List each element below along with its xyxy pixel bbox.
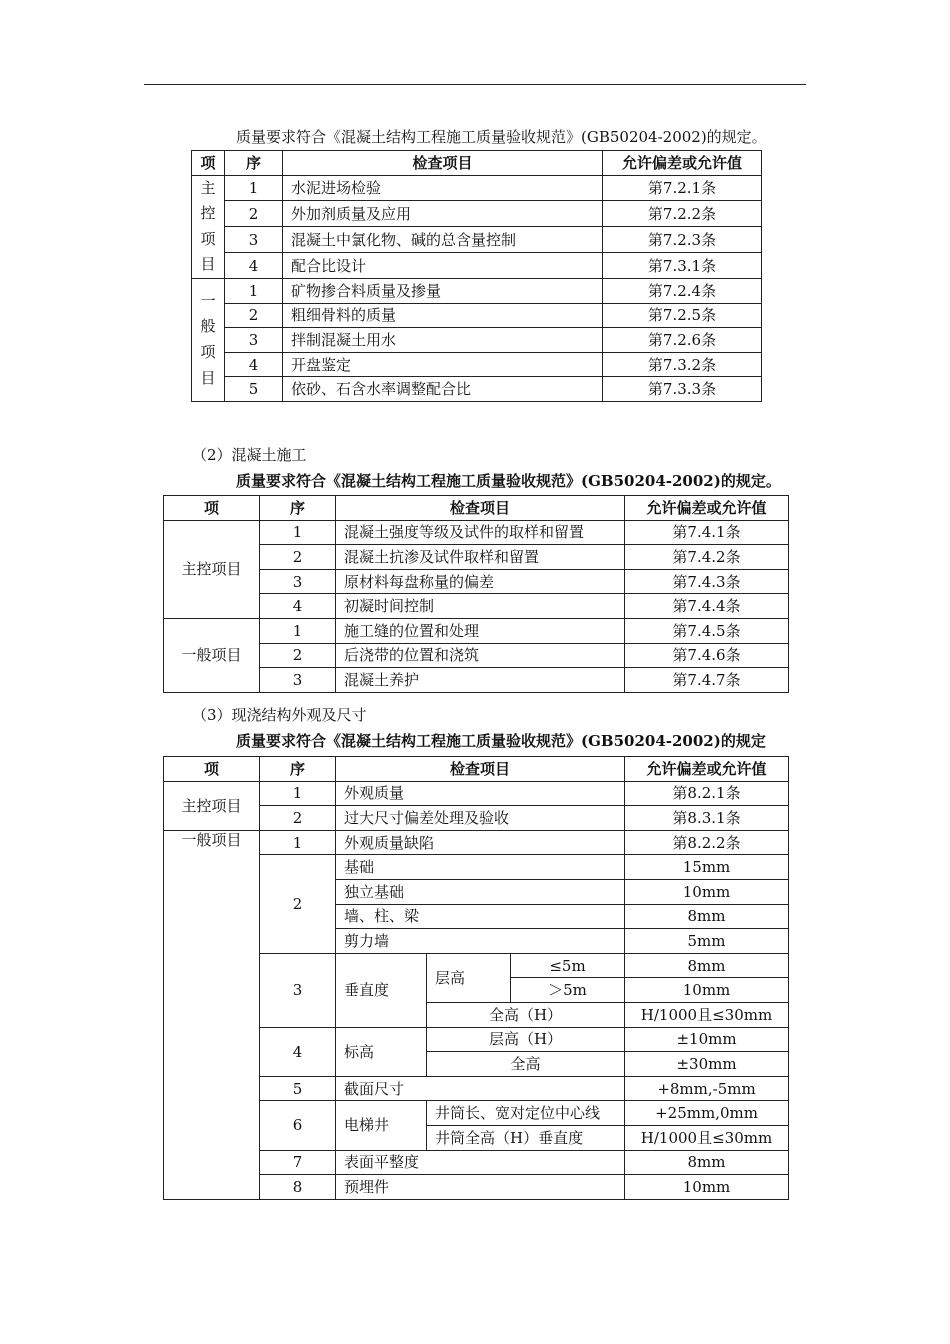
row-seq: 4 (260, 1027, 336, 1076)
row-item: 过大尺寸偏差处理及验收 (336, 806, 625, 831)
col-header-item: 检查项目 (336, 496, 625, 521)
row-value: 第8.2.2条 (625, 830, 789, 855)
section-heading-3: （3）现浇结构外观及尺寸 (192, 706, 367, 724)
table-header-row (164, 757, 789, 782)
row-value: 第7.4.5条 (625, 618, 789, 643)
table-row (164, 781, 789, 806)
table-header-row (164, 496, 789, 521)
row-value: 8mm (625, 1150, 789, 1175)
row-seq: 6 (260, 1101, 336, 1150)
row-value: 第7.4.2条 (625, 545, 789, 570)
row-value: 第7.4.3条 (625, 569, 789, 594)
table-row (164, 830, 789, 855)
col-header-category: 项 (192, 151, 225, 176)
row-value: 第7.2.2条 (603, 201, 762, 227)
row-value: 8mm (625, 953, 789, 978)
row-seq: 5 (260, 1076, 336, 1101)
table-row (192, 328, 762, 353)
row-item: 混凝土养护 (336, 668, 625, 693)
row-seq: 7 (260, 1150, 336, 1175)
row-value: 第8.2.1条 (625, 781, 789, 806)
row-item: 标高 (336, 1027, 427, 1076)
row-seq: 2 (225, 201, 283, 227)
row-value: H/1000且≤30mm (625, 1125, 789, 1150)
table-cast-in-place (163, 756, 789, 1200)
row-value: 第7.3.1条 (603, 253, 762, 279)
row-seq: 3 (260, 953, 336, 1027)
group-main-control: 主控项目 (164, 520, 260, 618)
row-item: 粗细骨料的质量 (283, 303, 603, 328)
row-seq: 2 (260, 806, 336, 831)
table-row (192, 201, 762, 227)
col-header-seq: 序 (260, 496, 336, 521)
row-value: 第7.3.2条 (603, 352, 762, 377)
row-value: 10mm (625, 879, 789, 904)
row-value: 第7.2.6条 (603, 328, 762, 353)
row-seq: 1 (260, 781, 336, 806)
table-row (192, 227, 762, 253)
col-header-category: 项 (164, 496, 260, 521)
row-seq: 4 (225, 253, 283, 279)
row-subitem: 层高 (427, 953, 511, 1002)
row-item: 混凝土强度等级及试件的取样和留置 (336, 520, 625, 545)
intro-text-3: 质量要求符合《混凝土结构工程施工质量验收规范》(GB50204-2002)的规定 (236, 732, 766, 750)
row-item: 水泥进场检验 (283, 175, 603, 201)
row-item: 依砂、石含水率调整配合比 (283, 377, 603, 402)
col-header-seq: 序 (225, 151, 283, 176)
intro-text-2: 质量要求符合《混凝土结构工程施工质量验收规范》(GB50204-2002)的规定。 (236, 472, 781, 490)
row-value: ±30mm (625, 1052, 789, 1077)
col-header-item: 检查项目 (283, 151, 603, 176)
row-subitem: 全高 (427, 1052, 625, 1077)
table-row (192, 377, 762, 402)
row-seq: 4 (225, 352, 283, 377)
row-item: 原材料每盘称量的偏差 (336, 569, 625, 594)
row-subitem: 井筒长、宽对定位中心线 (427, 1101, 625, 1126)
row-seq: 2 (260, 643, 336, 668)
col-header-value: 允许偏差或允许值 (603, 151, 762, 176)
table-row (164, 520, 789, 545)
row-subitem: 井筒全高（H）垂直度 (427, 1125, 625, 1150)
row-item: 剪力墙 (336, 929, 625, 954)
row-item: 电梯井 (336, 1101, 427, 1150)
row-item: 混凝土抗渗及试件取样和留置 (336, 545, 625, 570)
row-value: 第7.2.1条 (603, 175, 762, 201)
row-item: 表面平整度 (336, 1150, 625, 1175)
row-seq: 1 (260, 830, 336, 855)
row-value: 10mm (625, 1175, 789, 1200)
row-value: 10mm (625, 978, 789, 1003)
row-item: 施工缝的位置和处理 (336, 618, 625, 643)
col-header-value: 允许偏差或允许值 (625, 496, 789, 521)
row-seq: 3 (225, 227, 283, 253)
row-value: 第7.4.6条 (625, 643, 789, 668)
row-value: +25mm,0mm (625, 1101, 789, 1126)
row-seq: 1 (260, 618, 336, 643)
row-item: 后浇带的位置和浇筑 (336, 643, 625, 668)
row-item: 墙、柱、梁 (336, 904, 625, 929)
table-row (192, 253, 762, 279)
group-main-control: 主 控 项 目 (192, 175, 225, 278)
table-header-row (192, 151, 762, 176)
row-condition: ＞5m (511, 978, 625, 1003)
row-seq: 2 (260, 855, 336, 953)
row-item: 开盘鉴定 (283, 352, 603, 377)
row-seq: 3 (260, 668, 336, 693)
table-materials (191, 150, 762, 402)
row-value: +8mm,-5mm (625, 1076, 789, 1101)
row-value: 第7.2.3条 (603, 227, 762, 253)
row-value: 第7.3.3条 (603, 377, 762, 402)
table-row (192, 278, 762, 303)
table-row (192, 303, 762, 328)
table-concrete-construction (163, 495, 789, 693)
row-seq: 3 (260, 569, 336, 594)
intro-text-1: 质量要求符合《混凝土结构工程施工质量验收规范》(GB50204-2002)的规定。 (236, 128, 767, 146)
row-seq: 5 (225, 377, 283, 402)
row-value: 8mm (625, 904, 789, 929)
row-seq: 1 (225, 175, 283, 201)
row-subitem: 层高（H） (427, 1027, 625, 1052)
row-item: 配合比设计 (283, 253, 603, 279)
row-seq: 3 (225, 328, 283, 353)
row-value: 第7.2.4条 (603, 278, 762, 303)
row-item: 外加剂质量及应用 (283, 201, 603, 227)
row-item: 拌制混凝土用水 (283, 328, 603, 353)
row-item: 截面尺寸 (336, 1076, 625, 1101)
row-value: ±10mm (625, 1027, 789, 1052)
row-value: H/1000且≤30mm (625, 1002, 789, 1027)
row-seq: 1 (225, 278, 283, 303)
row-seq: 8 (260, 1175, 336, 1200)
table-row (192, 352, 762, 377)
row-subitem: 全高（H） (427, 1002, 625, 1027)
row-item: 预埋件 (336, 1175, 625, 1200)
row-item: 基础 (336, 855, 625, 880)
group-general: 一 般 项 目 (192, 278, 225, 401)
row-item: 外观质量 (336, 781, 625, 806)
row-value: 第8.3.1条 (625, 806, 789, 831)
row-condition: ≤5m (511, 953, 625, 978)
row-seq: 2 (260, 545, 336, 570)
row-item: 矿物掺合料质量及掺量 (283, 278, 603, 303)
group-general: 一般项目 (164, 618, 260, 692)
row-seq: 1 (260, 520, 336, 545)
row-value: 5mm (625, 929, 789, 954)
group-main-control: 主控项目 (164, 781, 260, 830)
row-item: 独立基础 (336, 879, 625, 904)
section-heading-2: （2）混凝土施工 (192, 446, 307, 464)
row-value: 第7.2.5条 (603, 303, 762, 328)
col-header-category: 项 (164, 757, 260, 782)
row-value: 15mm (625, 855, 789, 880)
row-item: 外观质量缺陷 (336, 830, 625, 855)
table-row (192, 175, 762, 201)
row-item: 混凝土中氯化物、碱的总含量控制 (283, 227, 603, 253)
row-item: 垂直度 (336, 953, 427, 1027)
col-header-value: 允许偏差或允许值 (625, 757, 789, 782)
header-rule (144, 84, 806, 85)
row-seq: 2 (225, 303, 283, 328)
row-value: 第7.4.4条 (625, 594, 789, 619)
col-header-seq: 序 (260, 757, 336, 782)
table-row (164, 618, 789, 643)
row-value: 第7.4.7条 (625, 668, 789, 693)
row-value: 第7.4.1条 (625, 520, 789, 545)
group-general: 一般项目 (164, 830, 260, 1199)
row-item: 初凝时间控制 (336, 594, 625, 619)
col-header-item: 检查项目 (336, 757, 625, 782)
row-seq: 4 (260, 594, 336, 619)
